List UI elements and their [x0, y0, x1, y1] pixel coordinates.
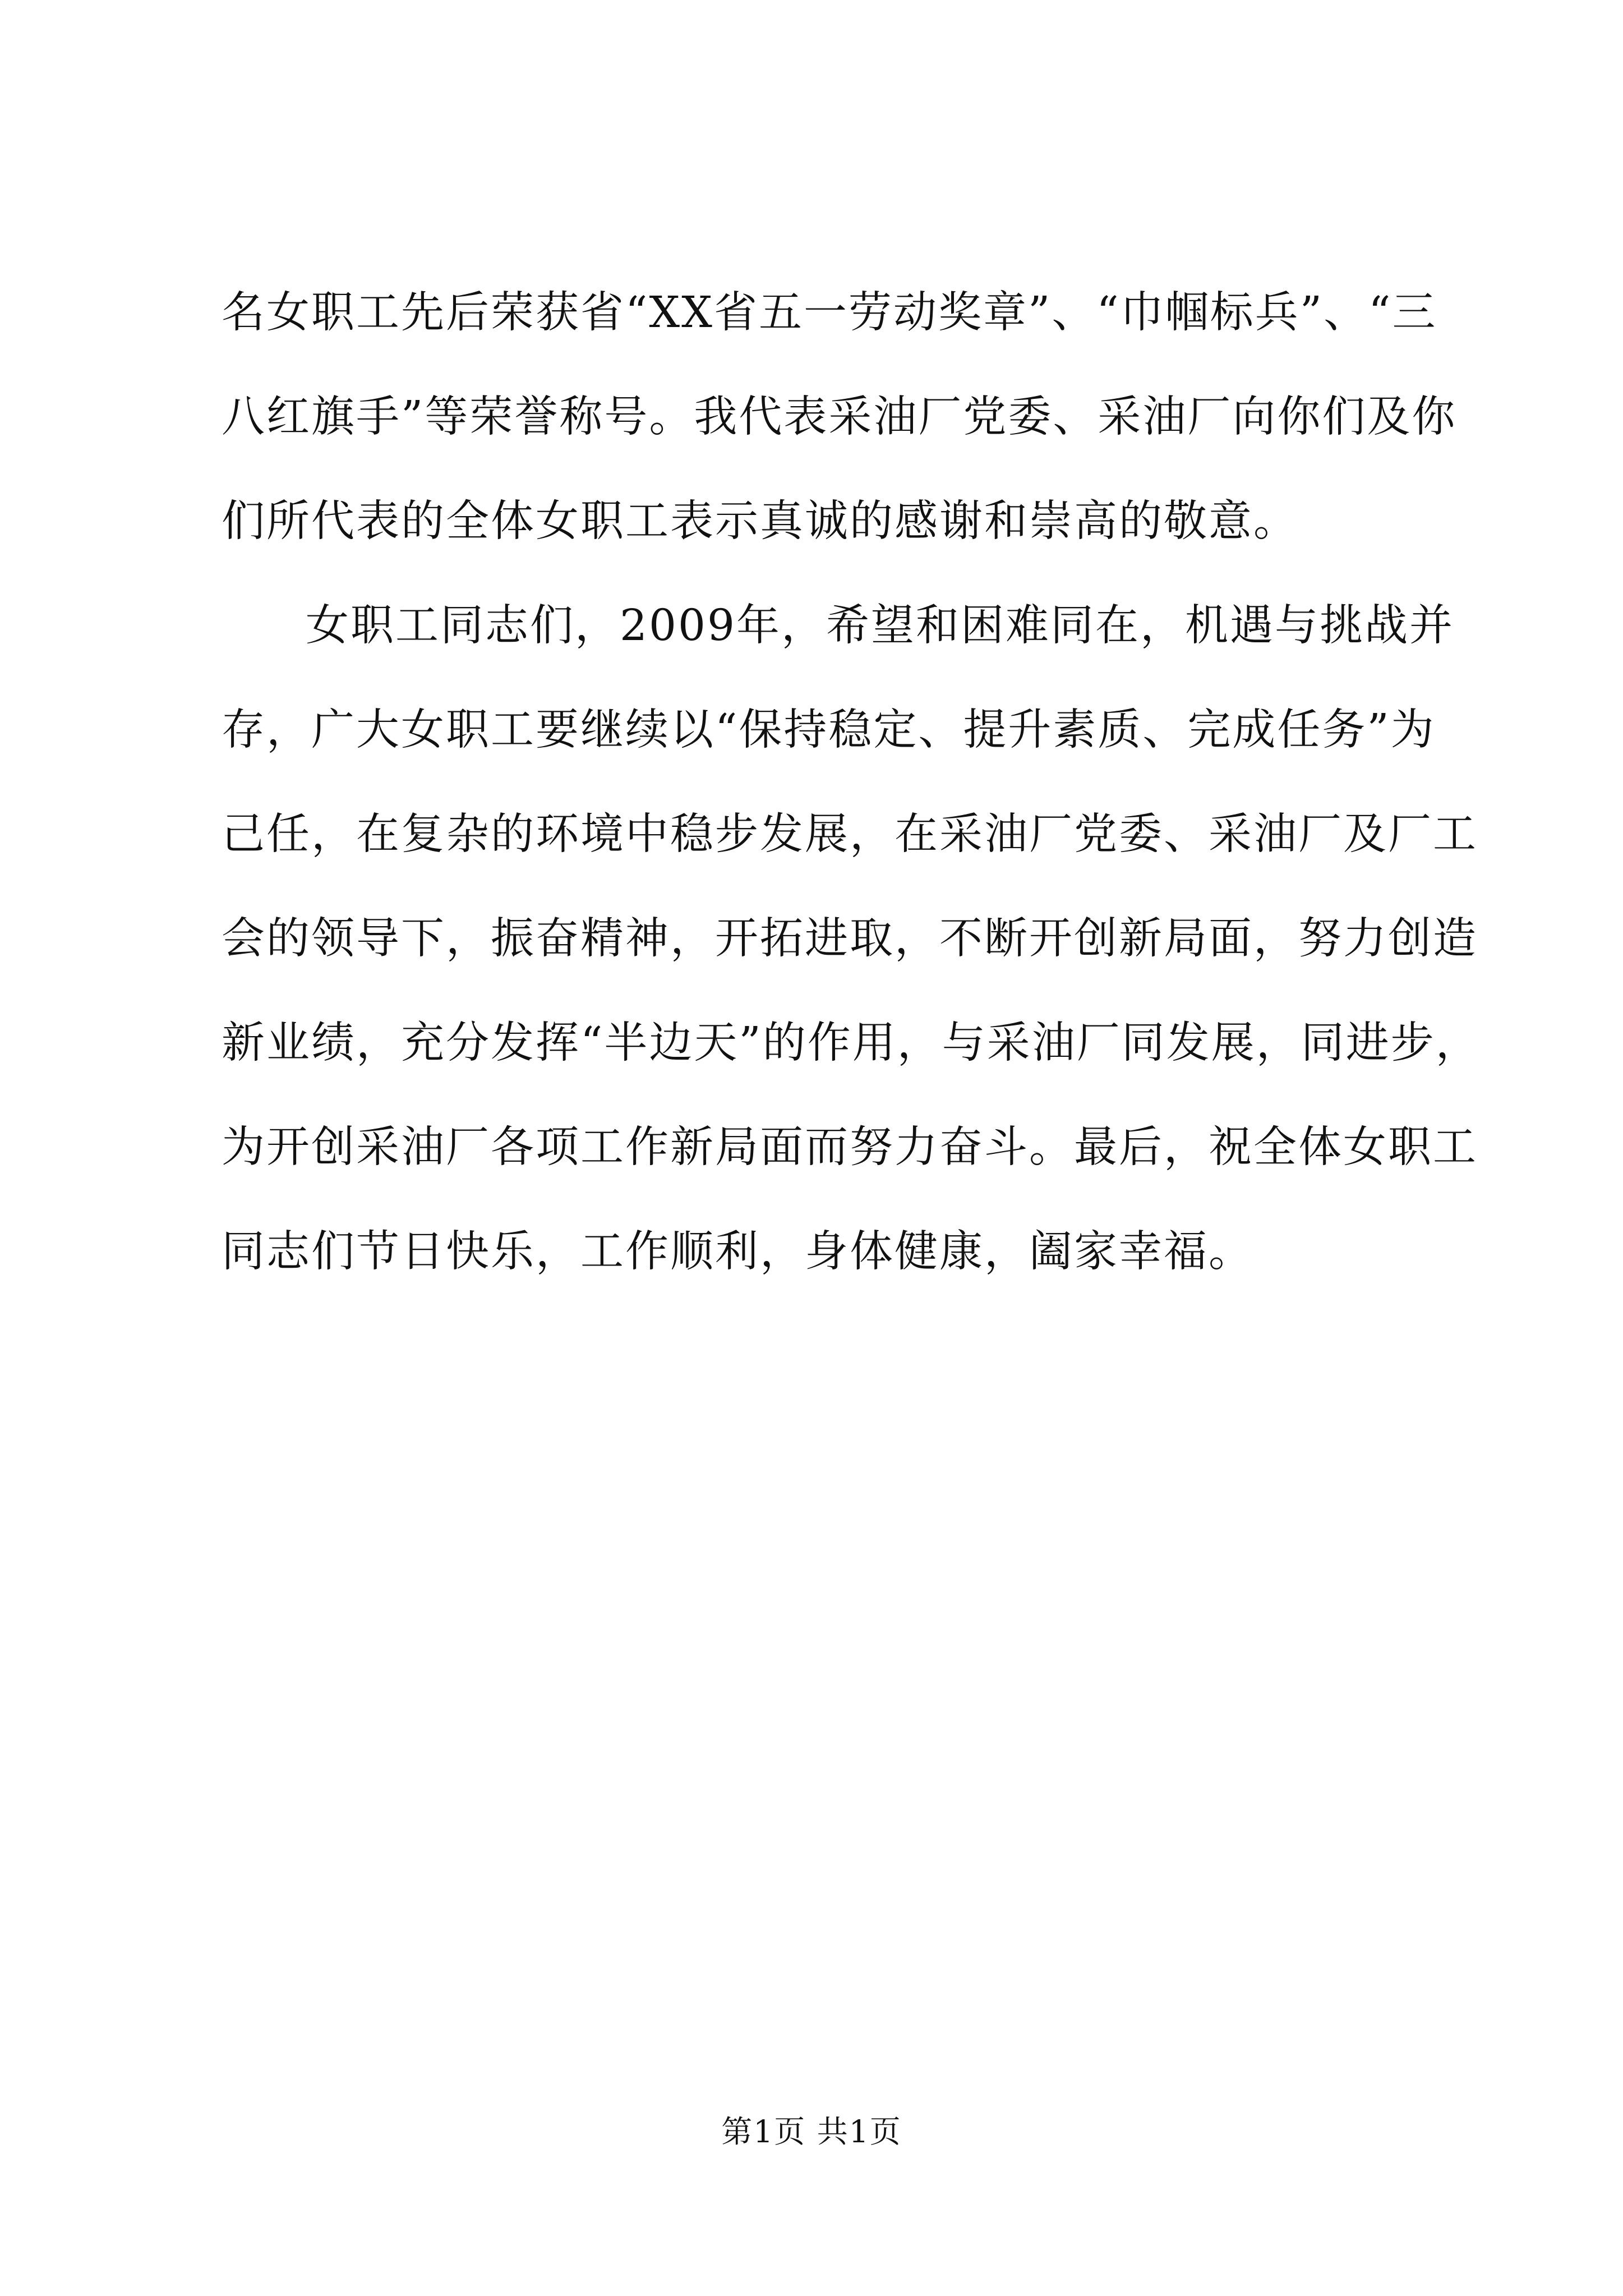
document-body: [222, 261, 1481, 1304]
paragraph-2: [222, 574, 1481, 1304]
paragraph-1: [222, 261, 1457, 574]
paragraph-1-line-2: 八红旗手”等荣誉称号。我代表采油厂党委、采油厂向你们及你: [222, 392, 1457, 442]
paragraph-2-line-5: 新业绩，充分发挥“半边天”的作用，与采油厂同发展，同进步，: [222, 1018, 1481, 1068]
paragraph-2-line-6: 为开创采油厂各项工作新局面而努力奋斗。最后，祝全体女职工: [222, 1122, 1478, 1172]
paragraph-2-line-2: 存，广大女职工要继续以“保持稳定、提升素质、完成任务”为: [222, 705, 1436, 755]
paragraph-2-line-3: 己任，在复杂的环境中稳步发展，在采油厂党委、采油厂及厂工: [222, 809, 1478, 859]
paragraph-2-line-7: 同志们节日快乐，工作顺利，身体健康，阖家幸福。: [222, 1227, 1253, 1277]
paragraph-2-line-4: 会的领导下，振奋精神，开拓进取，不断开创新局面，努力创造: [222, 914, 1478, 964]
page-number-footer: 第1页 共1页: [721, 2114, 902, 2150]
paragraph-1-line-1: 名女职工先后荣获省“XX省五一劳动奖章”、“巾帼标兵”、“三: [222, 288, 1437, 338]
paragraph-2-line-1: 女职工同志们，2009年，希望和困难同在，机遇与挑战并: [306, 601, 1454, 651]
paragraph-1-line-3: 们所代表的全体女职工表示真诚的感谢和崇高的敬意。: [222, 496, 1298, 546]
